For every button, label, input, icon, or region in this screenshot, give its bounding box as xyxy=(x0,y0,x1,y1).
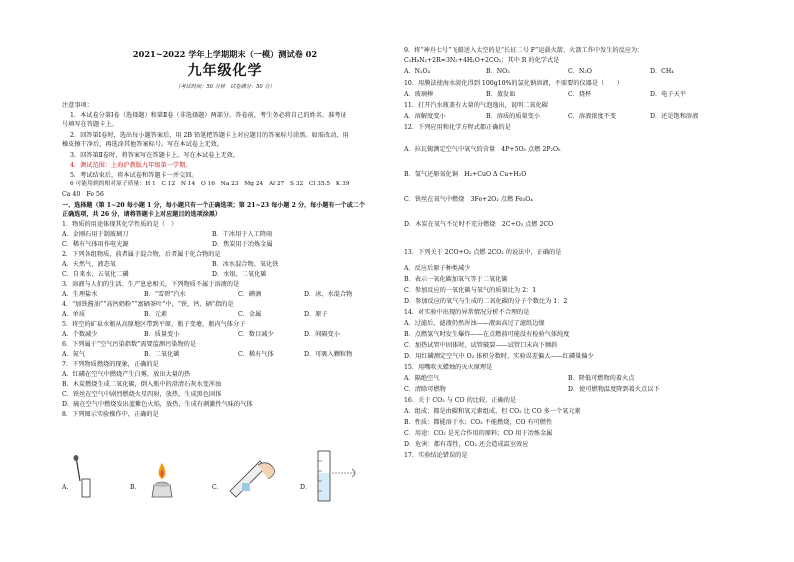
option: D．还是饱和溶液 xyxy=(650,113,699,120)
option: C．数目减少 xyxy=(238,331,274,338)
figure-label-c: C． xyxy=(212,484,223,491)
option: B．氢气还原氧化铜 H₂+CuO Δ Cu+H₂O xyxy=(404,171,527,178)
option: B．木炭燃烧生成二氧化碳，倒入瓶中的澄清石灰水变浑浊 xyxy=(62,381,222,388)
question-9-formula: C₂H₈N₂+2R=3N₂+4H₂O+2CO₂；其中 R 的化学式是 xyxy=(404,57,560,64)
question-9: 9．将“神舟七号”飞船送入太空的是“长征二号 F”运载火箭，火箭工作中发生的反应为： xyxy=(404,47,644,54)
figure-label-d: D． xyxy=(300,484,312,491)
option: A．玻璃棒 xyxy=(404,91,434,98)
figure-label-b: B． xyxy=(130,484,141,491)
note-line: 号填写在答题卡上。 xyxy=(62,121,118,128)
figure-label-a: A． xyxy=(62,484,73,491)
option: D．木炭在氧气不足时不充分燃烧 2C+O₂ 点燃 2CO xyxy=(404,221,554,228)
option: A．天然气、液态氧 xyxy=(62,261,116,268)
section1-heading-2: 正确选项，共 26 分，请将答题卡上对应题目的选项涂黑） xyxy=(62,211,221,218)
question-4: 4．“加铁酱油”“高钙奶粉”“富硒茶叶”中，“铁、钙、硒”指的是 xyxy=(62,301,234,308)
note-line: 3．回答第Ⅱ卷时，将答案写在答题卡上。写在本试卷上无效。 xyxy=(70,152,240,159)
option: C．烧杯 xyxy=(568,91,592,98)
option: C．铁丝在空气中剧烈燃烧火星四射，放热，生成黑色固体 xyxy=(62,391,222,398)
test-tube-icon xyxy=(224,455,284,500)
section1-heading: 一、选择题（第 1~20 每小题 1 分，每小题只有一个正确选项；第 21~23 每小题 2 分，每小题有一个或二个 xyxy=(62,202,365,209)
option: D．间隔变小 xyxy=(304,331,340,338)
question-7: 7．下列物质燃烧的现象，正确的是 xyxy=(62,361,159,368)
question-17: 17．实验结论错误的是 xyxy=(404,452,468,459)
question-1: 1．物质的用途体现其化学性质的是（ ） xyxy=(62,221,178,228)
option: B．溶质的质量变小 xyxy=(486,113,541,120)
option: C．自来水、五氧化二磷 xyxy=(62,271,129,278)
option: B．冰水混合物、氧化铁 xyxy=(212,261,279,268)
option: D．使可燃物温度降到着火点以下 xyxy=(568,386,660,393)
dropper-icon xyxy=(70,455,100,500)
experiment-figures xyxy=(62,455,388,505)
notes-heading: 注意事项： xyxy=(62,102,93,109)
option: B．蒸发皿 xyxy=(486,91,516,98)
note-line: Ca 40 Fe 56 xyxy=(62,191,104,198)
question-13: 13．下列关于 2CO+O₂ 点燃 2CO₂ 的说法中，正确的是 xyxy=(404,249,562,256)
option: A．拉瓦锡测定空气中氧气的含量 4P+5O₂ 点燃 2P₂O₅ xyxy=(404,146,561,153)
question-2: 2．下列各组物质，前者属于混合物，后者属于化合物的是 xyxy=(62,251,221,258)
option: B．“雪碧”汽水 xyxy=(144,291,186,298)
question-5: 5．将空的矿泉水瓶从高原地区带到平原，瓶子变瘪，瓶内气体分子 xyxy=(62,321,246,328)
option: A．金刚石用于制玻璃刀 xyxy=(62,231,129,238)
option: B．质量变小 xyxy=(144,331,180,338)
option: D．用红磷测定空气中 O₂ 体积分数时，实验误差偏大——红磷量偏少 xyxy=(404,353,594,360)
question-6: 6．下列属于“空气污染指数”需要监测污染物的是 xyxy=(62,341,197,348)
question-8: 8．下列图示实验操作中，正确的是 xyxy=(62,411,159,418)
option: D．硫在空气中燃烧发出蓝紫色火焰，放热，生成有刺激性气味的气体 xyxy=(62,401,253,408)
option: C．铁丝在氧气中燃烧 3Fe+2O₂ 点燃 Fe₃O₄ xyxy=(404,196,533,203)
question-15: 15．用嘴吹灭蜡烛的灭火原理是 xyxy=(404,364,493,371)
option: D．可吸入颗粒物 xyxy=(304,351,353,358)
option: A．过滤后，滤液仍然浑浊——液面高过了滤纸边缘 xyxy=(404,320,545,327)
option: C．N₂O xyxy=(568,68,592,75)
question-14: 14．对实验中出现的异常情况分析不合理的是 xyxy=(404,309,530,316)
option: C．碘酒 xyxy=(238,291,262,298)
alcohol-lamp-icon xyxy=(142,455,182,500)
option: D．焦炭用于冶炼金属 xyxy=(212,241,273,248)
option: B．二氧化碳 xyxy=(144,351,180,358)
option: C．清除可燃物 xyxy=(404,386,446,393)
note-line-scope: 4．测试范围：上海沪教版九年级第一学期。 xyxy=(70,162,192,169)
option: A．N₂O₄ xyxy=(404,68,431,75)
option: B．元素 xyxy=(144,311,168,318)
option: D．水银、二氧化碳 xyxy=(212,271,267,278)
note-line: 橡皮擦干净后，再选涂其他答案标号。写在本试卷上无效。 xyxy=(62,141,223,148)
option: D．危害：都有毒性，CO₂ 还会造成温室效应 xyxy=(404,441,529,448)
question-3: 3．溶液与人们的生活、生产息息相关，下列物质不属于溶液的是 xyxy=(62,281,240,288)
note-line: 5．考试结束后，将本试卷和答题卡一并交回。 xyxy=(70,172,198,179)
option: A．溶解度变小 xyxy=(404,113,446,120)
option: C．用途：CO₂ 是光合作用的原料；CO 用于冶炼金属 xyxy=(404,430,553,437)
question-12: 12．下列应用和化学方程式都正确的是 xyxy=(404,124,511,131)
option: B．降低可燃物的着火点 xyxy=(568,375,635,382)
option: C．稀有气体用作电光源 xyxy=(62,241,129,248)
time-info: （考试时间：50 分钟 试卷满分：50 分） xyxy=(175,84,275,90)
option: B．NO₂ xyxy=(486,68,510,75)
option: D．CH₄ xyxy=(650,68,674,75)
option: D．冰、水混合物 xyxy=(304,291,353,298)
option: C．溶液浓度不变 xyxy=(568,113,617,120)
option: C．加热试管中固体时，试管破裂——试管口未向下倾斜 xyxy=(404,342,558,349)
question-10: 10．用膜法使海水淡化得到 100g10%的氯化钠溶液，不需要的仪器是（ ） xyxy=(404,80,623,87)
option: B．点燃氢气时发生爆炸——在点燃前可能没有检验气体纯度 xyxy=(404,331,570,338)
question-16: 16．关于 CO₂ 与 CO 的比较，正确的是 xyxy=(404,397,517,404)
note-line: 6 可能用到的相对原子质量：H 1 C 12 N 14 O 16 Na 23 Mg 24 Al 27 S 32 Cl 35.5 K 39 xyxy=(70,181,350,187)
option: C．金属 xyxy=(238,311,262,318)
option: B．性质：都能溶于水；CO₂ 不能燃烧，CO 有可燃性 xyxy=(404,419,553,426)
question-11: 11．打开汽水瓶盖有大量的气泡逸出，说明二氧化碳 xyxy=(404,102,548,109)
option: A．单质 xyxy=(62,311,86,318)
option: B．干冰用于人工降雨 xyxy=(212,231,273,238)
option: A．氮气 xyxy=(62,351,86,358)
option: B．表示一氧化碳加氧气等于二氧化碳 xyxy=(404,276,508,283)
option: A．隔绝空气 xyxy=(404,375,440,382)
option: D．电子天平 xyxy=(650,91,686,98)
note-line: 2．回答第Ⅰ卷时，选出每小题答案后，用 2B 铅笔把答题卡上对应题目的答案标号涂黑。如需改动，用 xyxy=(70,132,349,139)
graduated-cylinder-icon xyxy=(312,449,362,504)
option: A．组成：都是由碳和氧元素组成，但 CO₂ 比 CO 多一个氧元素 xyxy=(404,408,581,415)
option: C．参加反应的一氧化碳与氧气的质量比为 2：1 xyxy=(404,287,537,294)
option: A．反应后原子种类减少 xyxy=(404,265,471,272)
option: C．稀有气体 xyxy=(238,351,274,358)
exam-title: 2021~2022 学年上学期期末（一模）测试卷 02 xyxy=(132,49,318,59)
subject-title: 九年级化学 xyxy=(187,63,263,79)
option: D．原子 xyxy=(304,311,328,318)
option: A．个数减少 xyxy=(62,331,98,338)
note-line: 1．本试卷分第Ⅰ卷（选择题）和第Ⅱ卷（非选择题）两部分。答卷前，考生务必将自己的姓名、准考证 xyxy=(70,112,347,119)
option: D．参加反应的氧气与生成的二氧化碳的分子个数比为 1：2 xyxy=(404,298,568,305)
option: A．生理盐水 xyxy=(62,291,98,298)
option: A．红磷在空气中燃烧产生白雾，放出大量的热 xyxy=(62,371,191,378)
